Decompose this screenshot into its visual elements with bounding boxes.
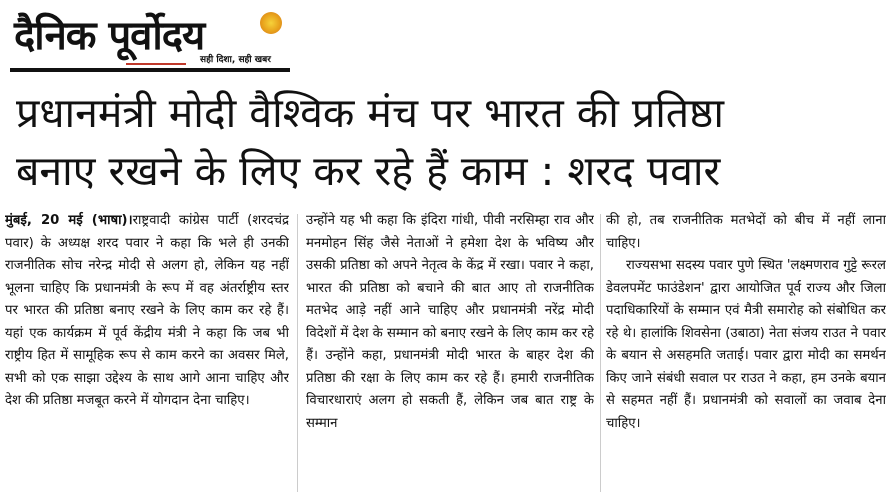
column-3-paragraph-2: राज्यसभा सदस्य पवार पुणे स्थित 'लक्ष्मणराव गुट्टे रूरल डेवलपमेंट फाउंडेशन' द्वारा आयोजित पूर्व राज्य और जिला पदाधिकारियों के सम्मान एवं मैत्री समारोह को संबोधित कर रहे थे। हालांकि शिवसेना (उबाठा) नेता संजय राउत ने पवार के बयान से असहमति जताई। पवार द्वारा मोदी का समर्थन किए जाने संबंधी सवाल पर राउत ने कहा, हम उनके बयान से सहमत नहीं हैं। प्रधानमंत्री को सवालों का जवाब देना चाहिए।	[606, 258, 886, 431]
headline-line-2: बनाए रखने के लिए कर रहे हैं काम : शरद पवार	[16, 147, 721, 195]
headline-line-1: प्रधानमंत्री मोदी वैश्विक मंच पर भारत की प्रतिष्ठा	[16, 89, 724, 137]
article-paragraph	[5, 210, 289, 413]
masthead	[10, 6, 290, 74]
column-2-text: उन्होंने यह भी कहा कि इंदिरा गांधी, पीवी नरसिम्हा राव और मनमोहन सिंह जैसे नेताओं ने हमेशा देश के भविष्य और उसकी प्रतिष्ठा को अपने नेतृत्व के केंद्र में रखा। पवार ने कहा, भारत की प्रतिष्ठा को बचाने की बात आए तो राजनीतिक मतभेद आड़े नहीं आने चाहिए और प्रधानमंत्री नरेंद्र मोदी विदेशों में देश के सम्मान को बनाए रखने के लिए काम कर रहे हैं। उन्होंने कहा, प्रधानमंत्री मोदी भारत के बाहर देश की प्रतिष्ठा की रक्षा के लिए काम कर रहे हैं। हमारी राजनीतिक विचारधाराएं अलग हो सकती हैं, लेकिन जब बात राष्ट्र के सम्मान	[306, 213, 594, 431]
column-divider	[297, 214, 298, 492]
column-1-text: राष्ट्रवादी कांग्रेस पार्टी (शरदचंद्र पवार) के अध्यक्ष शरद पवार ने कहा कि भले ही उनकी राजनीतिक सोच नरेन्द्र मोदी से अलग हो, लेकिन यह नहीं भूलना चाहिए कि प्रधानमंत्री के रूप में वह अंतर्राष्ट्रीय स्तर पर भारत की प्रतिष्ठा बनाए रखने के लिए काम कर रहे हैं। यहां एक कार्यक्रम में पूर्व केंद्रीय मंत्री ने कहा कि जब भी राष्ट्रीय हित में सामूहिक रूप से काम करने का अवसर मिले, सभी को एक साझा उद्देश्य के साथ आगे आना चाहिए और देश की प्रतिष्ठा मजबूत करने में योगदान देना चाहिए।	[5, 213, 289, 408]
article-headline	[16, 84, 878, 200]
logo-accent-rule	[126, 63, 186, 65]
masthead-tagline: सही दिशा, सही खबर	[200, 55, 271, 65]
article-body	[0, 210, 890, 497]
article-column-3	[606, 210, 886, 435]
column-3-paragraph-1: की हो, तब राजनीतिक मतभेदों को बीच में नहीं लाना चाहिए।	[606, 213, 886, 251]
column-divider	[600, 214, 601, 492]
newspaper-logo: दैनिक पूर्वोदय	[14, 13, 205, 59]
article-column-2	[306, 210, 594, 435]
article-column-1	[5, 210, 289, 413]
sun-logo-icon	[260, 12, 282, 34]
dateline: मुंबई, 20 मई (भाषा)।	[5, 213, 133, 228]
masthead-rule	[10, 68, 290, 72]
